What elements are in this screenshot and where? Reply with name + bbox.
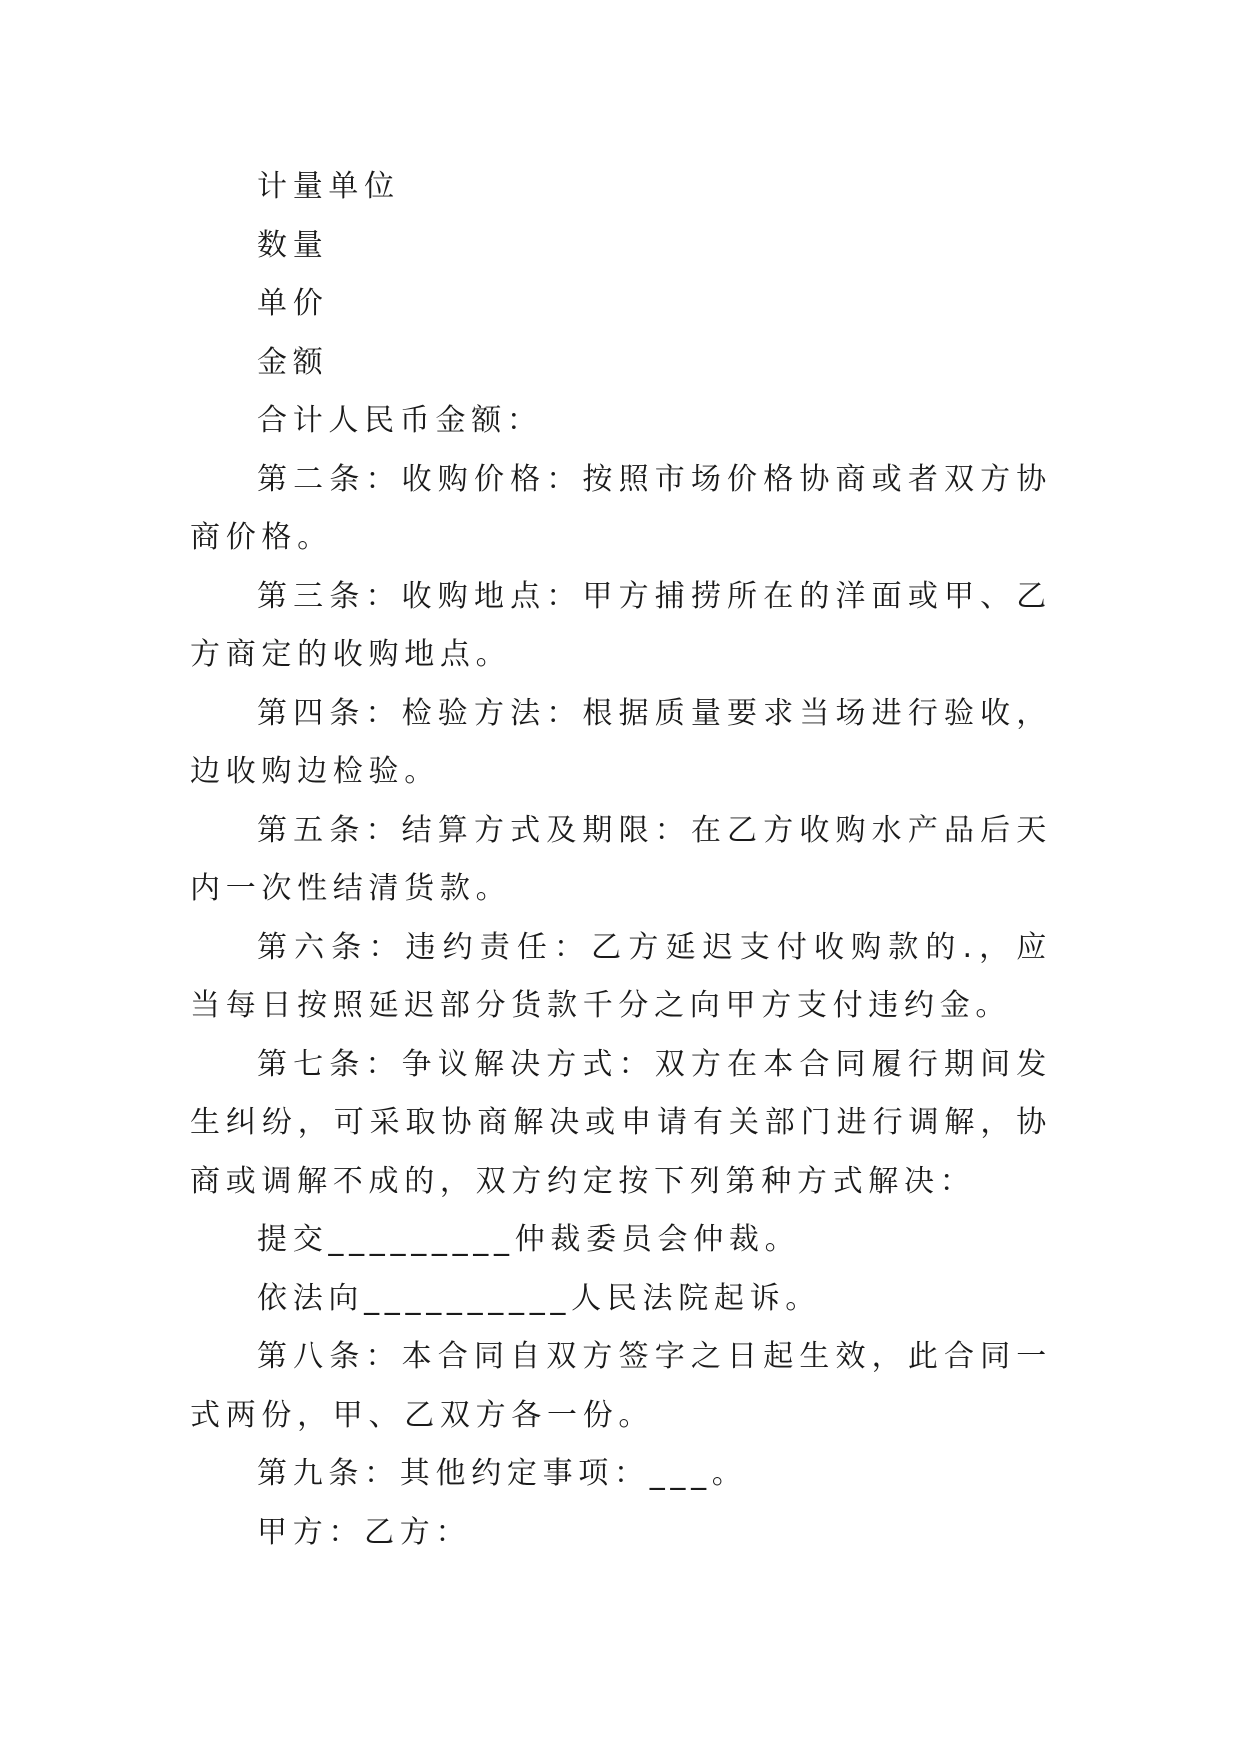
clause-7-dispute: 第七条：争议解决方式：双方在本合同履行期间发生纠纷，可采取协商解决或申请有关部门进行调解，协商或调解不成的，双方约定按下列第种方式解决： <box>190 1046 1052 1199</box>
clause-6-liability: 第六条：违约责任：乙方延迟支付收购款的.，应当每日按照延迟部分货款千分之向甲方支付违约金。 <box>190 929 1052 1023</box>
paragraph-unit-price: 单价 <box>257 286 329 321</box>
document-page <box>190 158 1052 1562</box>
paragraph-amount: 金额 <box>257 344 329 380</box>
clause-8-effect: 第八条：本合同自双方签字之日起生效，此合同一式两份，甲、乙双方各一份。 <box>190 1339 1052 1433</box>
dispute-option-court: 依法向__________人民法院起诉。 <box>257 1280 821 1316</box>
paragraph-quantity: 数量 <box>257 227 329 263</box>
clause-9-other: 第九条：其他约定事项：___。 <box>257 1456 748 1491</box>
clause-5-settlement: 第五条：结算方式及期限：在乙方收购水产品后天内一次性结清货款。 <box>190 812 1052 906</box>
paragraph-total-amount: 合计人民币金额： <box>257 403 543 438</box>
signature-line: 甲方：乙方： <box>257 1514 472 1550</box>
clause-4-inspection: 第四条：检验方法：根据质量要求当场进行验收，边收购边检验。 <box>190 695 1052 789</box>
clause-3-location: 第三条：收购地点：甲方捕捞所在的洋面或甲、乙方商定的收购地点。 <box>190 578 1052 672</box>
dispute-option-arbitration: 提交_________仲裁委员会仲裁。 <box>257 1222 801 1257</box>
clause-2-price: 第二条：收购价格：按照市场价格协商或者双方协商价格。 <box>190 461 1052 555</box>
paragraph-unit: 计量单位 <box>257 169 400 204</box>
